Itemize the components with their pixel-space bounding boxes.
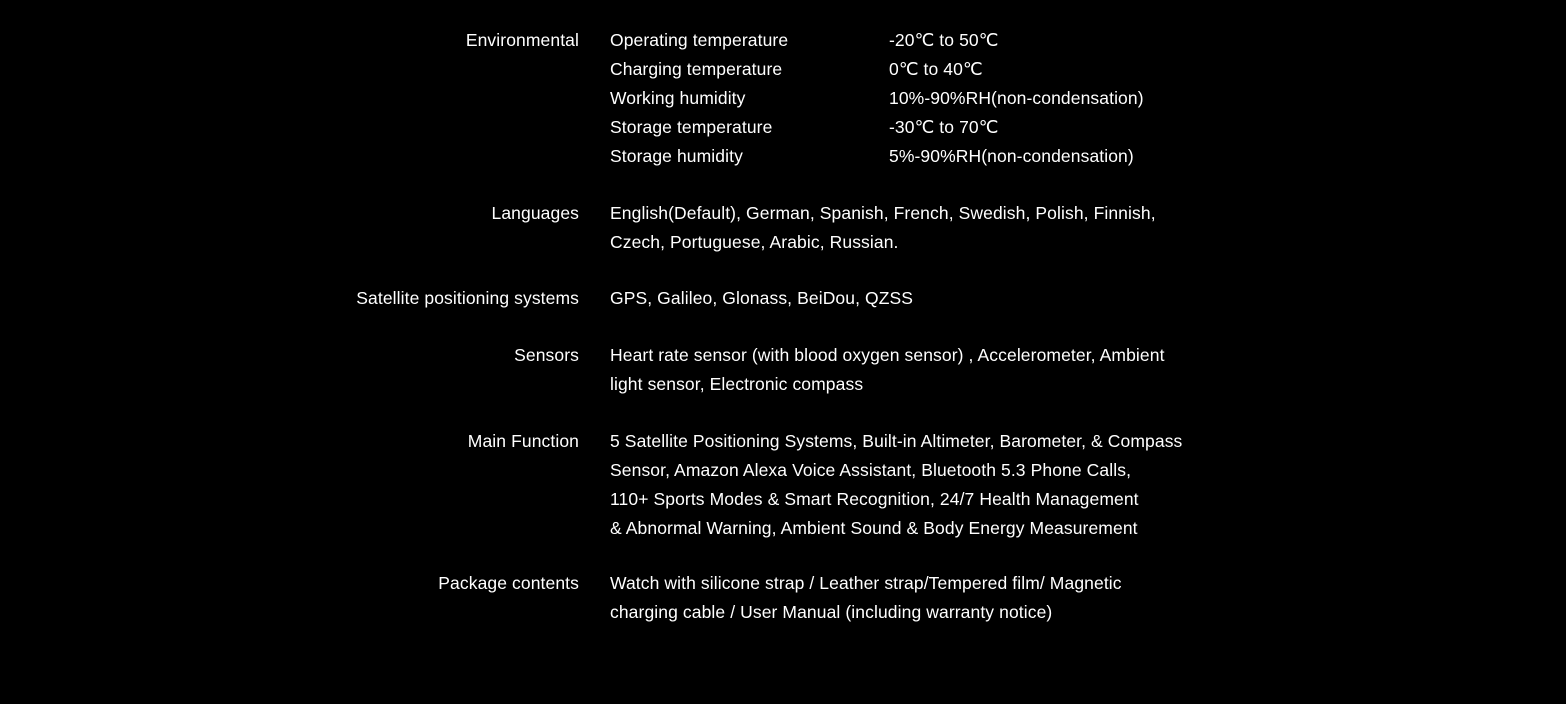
spec-row-environmental bbox=[0, 26, 1566, 171]
spec-label-environmental: Environmental bbox=[465, 30, 579, 50]
environmental-key: Storage temperature bbox=[610, 117, 773, 137]
environmental-pair-list bbox=[610, 26, 1566, 171]
satellite-line: GPS, Galileo, Glonass, BeiDou, QZSS bbox=[610, 288, 914, 308]
environmental-key: Operating temperature bbox=[610, 30, 789, 50]
languages-line: English(Default), German, Spanish, French, Swedish, Polish, Finnish, bbox=[610, 203, 1156, 223]
environmental-value: -30℃ to 70℃ bbox=[889, 117, 999, 137]
environmental-value: 0℃ to 40℃ bbox=[889, 59, 983, 79]
environmental-value: -20℃ to 50℃ bbox=[889, 30, 999, 50]
environmental-key: Storage humidity bbox=[610, 146, 743, 166]
spec-body-sensors bbox=[610, 341, 1566, 399]
spec-body-main-function bbox=[610, 427, 1566, 543]
list-item bbox=[610, 113, 1566, 142]
spec-body-environmental bbox=[610, 26, 1566, 171]
sensors-line: light sensor, Electronic compass bbox=[610, 374, 864, 394]
main-function-line: Sensor, Amazon Alexa Voice Assistant, Bluetooth 5.3 Phone Calls, bbox=[610, 460, 1132, 480]
languages-line: Czech, Portuguese, Arabic, Russian. bbox=[610, 232, 899, 252]
spec-row-main-function bbox=[0, 427, 1566, 543]
list-item bbox=[610, 142, 1566, 171]
environmental-key: Working humidity bbox=[610, 88, 746, 108]
package-contents-line: Watch with silicone strap / Leather strap/Tempered film/ Magnetic bbox=[610, 573, 1122, 593]
environmental-value: 10%-90%RH(non-condensation) bbox=[889, 88, 1144, 108]
main-function-line: & Abnormal Warning, Ambient Sound & Body Energy Measurement bbox=[610, 518, 1138, 538]
main-function-line: 110+ Sports Modes & Smart Recognition, 24/7 Health Management bbox=[610, 489, 1139, 509]
spec-body-package-contents bbox=[610, 569, 1566, 627]
spec-row-satellite-positioning-systems bbox=[0, 284, 1566, 313]
spec-body-satellite-positioning-systems bbox=[610, 284, 1566, 313]
package-contents-line: charging cable / User Manual (including warranty notice) bbox=[610, 602, 1053, 622]
spec-label-languages: Languages bbox=[491, 203, 579, 223]
spec-row-sensors bbox=[0, 341, 1566, 399]
list-item bbox=[610, 55, 1566, 84]
spec-label-satellite-positioning-systems: Satellite positioning systems bbox=[356, 288, 579, 308]
sensors-line: Heart rate sensor (with blood oxygen sensor) , Accelerometer, Ambient bbox=[610, 345, 1165, 365]
spec-row-package-contents bbox=[0, 569, 1566, 627]
spec-row-languages bbox=[0, 199, 1566, 257]
spec-body-languages bbox=[610, 199, 1566, 257]
spec-label-package-contents: Package contents bbox=[438, 573, 579, 593]
spec-label-main-function: Main Function bbox=[467, 431, 579, 451]
environmental-value: 5%-90%RH(non-condensation) bbox=[889, 146, 1134, 166]
main-function-line: 5 Satellite Positioning Systems, Built-in Altimeter, Barometer, & Compass bbox=[610, 431, 1183, 451]
spec-label-sensors: Sensors bbox=[514, 345, 579, 365]
list-item bbox=[610, 26, 1566, 55]
environmental-key: Charging temperature bbox=[610, 59, 783, 79]
list-item bbox=[610, 84, 1566, 113]
